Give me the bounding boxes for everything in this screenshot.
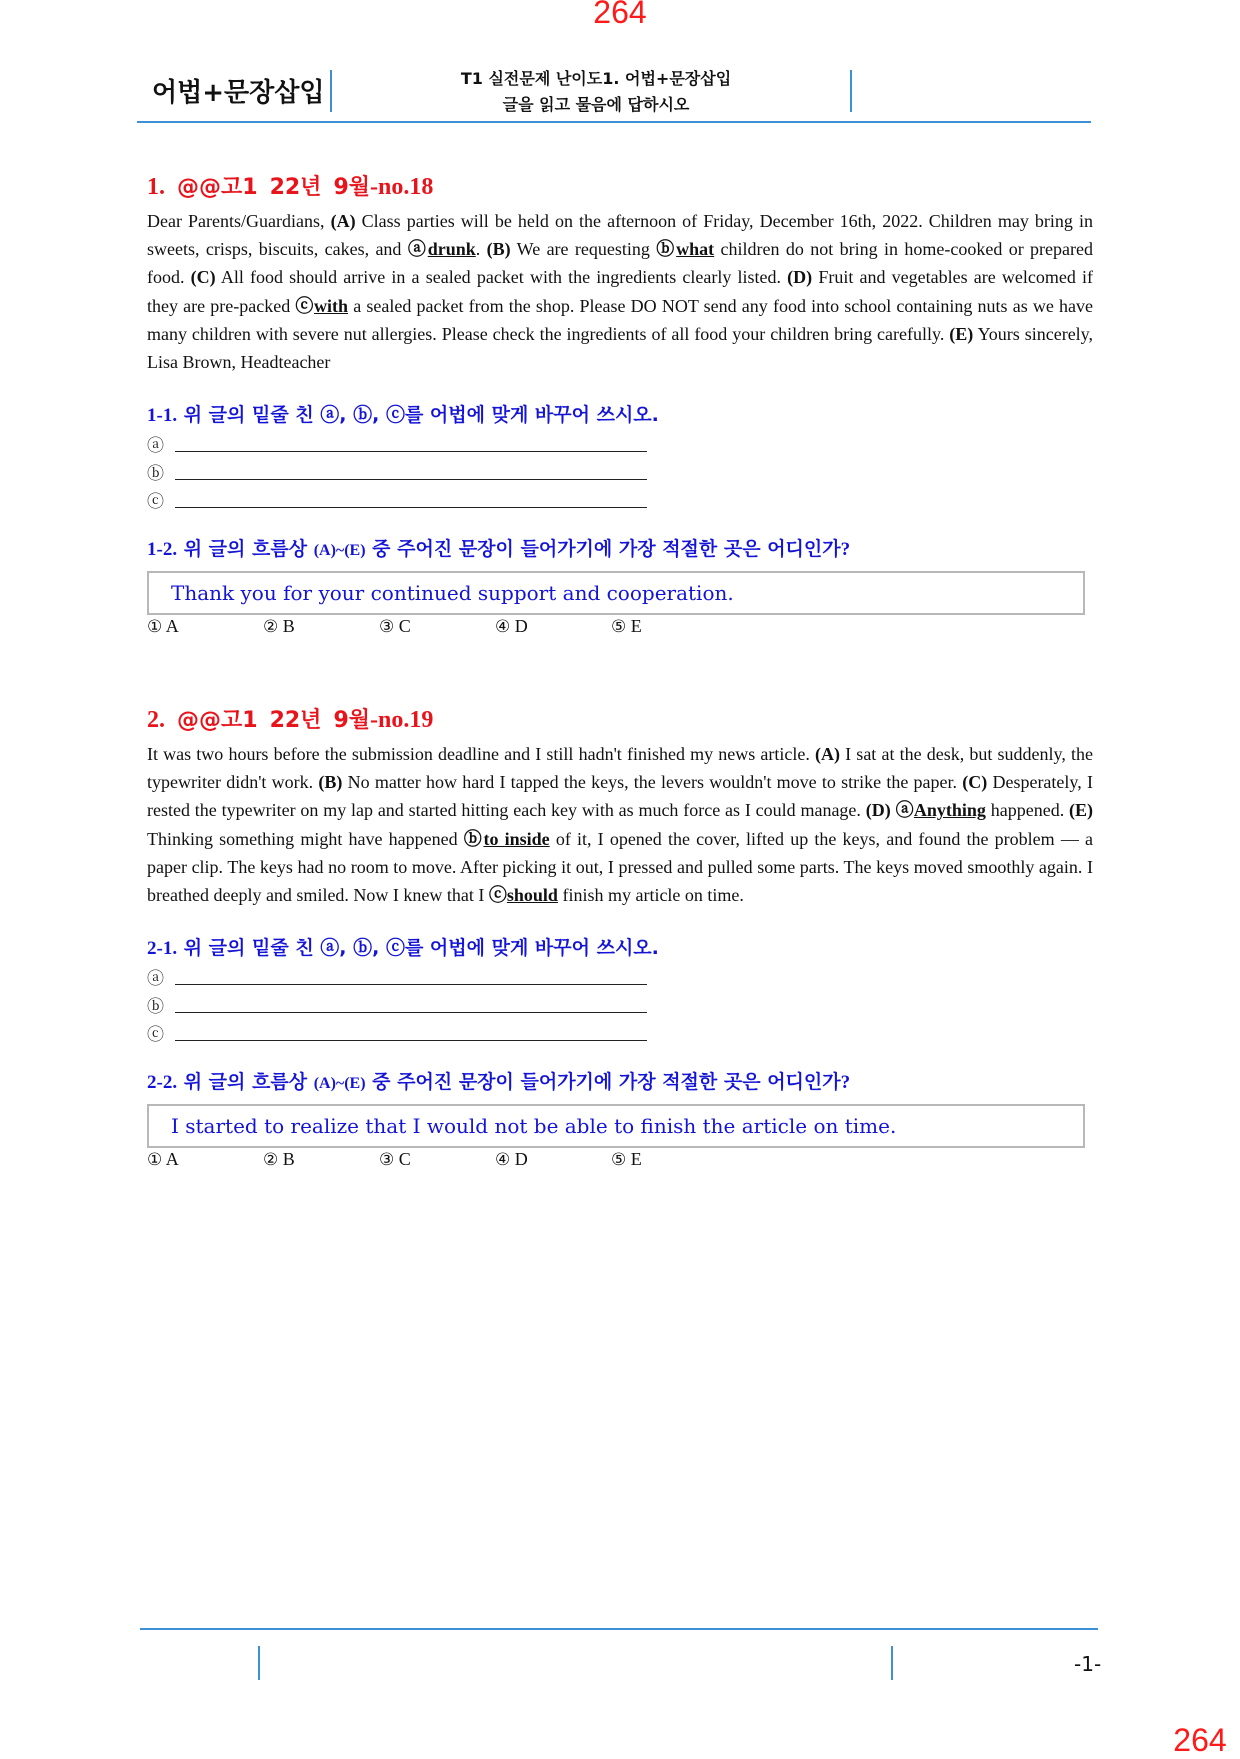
underlined-a: Anything [913,800,986,821]
given-sentence-box: Thank you for your continued support and cooperation. [147,571,1085,615]
answer-choices [147,615,1093,637]
passage: It was two hours before the submission deadline and I still hadn't finished my news article. (A) I sat at the desk, but suddenly, the typewriter didn't work. (B) No matter how hard I tapped the keys, the levers wouldn't move to strike the paper. (C) Desperately, I rested the typewriter on my lap and started hitting each key with as much force as I could manage. (D) ⓐAnything happened. (E) Thinking something might have happened ⓑto inside of it, I opened the cover, lifted up the keys, and found the problem — a paper clip. The keys had no room to move. After picking it out, I pressed and pulled some parts. The keys moved smoothly again. I breathed deeply and smiled. Now I knew that I ⓒshould finish my article on time. [147,744,1094,906]
choice-2[interactable]: ② B [263,616,295,638]
footer-rule [140,1628,1098,1630]
header-line1: T1 실전문제 난이도1. 어법+문장삽입 [460,69,732,88]
choice-4[interactable]: ④ D [495,1149,528,1171]
answer-blank-b[interactable]: ⓑ [147,460,1093,488]
footer-page-number: -1- [1074,1652,1102,1676]
page-number-top: 264 [593,0,647,30]
question-2-2: 2-2. 위 글의 흐름상 (A)~(E) 중 주어진 문장이 들어가기에 가장 적절한 곳은 어디인가? [147,1071,851,1094]
header-divider-left [330,70,332,112]
answer-blank-a[interactable]: ⓐ [147,432,1093,460]
header-rule [137,121,1091,123]
category-title: 어법+문장삽입 [152,78,325,108]
underlined-b: what [676,239,715,260]
choice-3[interactable]: ③ C [379,616,411,638]
answer-blank-b[interactable]: ⓑ [147,993,1093,1021]
footer-divider-left [258,1646,260,1680]
choice-5[interactable]: ⑤ E [611,616,642,638]
choice-1[interactable]: ① A [147,1149,179,1171]
underlined-c: with [314,295,349,316]
answer-choices [147,1148,1093,1170]
choice-3[interactable]: ③ C [379,1149,411,1171]
choice-5[interactable]: ⑤ E [611,1149,642,1171]
given-sentence-box: I started to realize that I would not be able to finish the article on time. [147,1104,1085,1148]
answer-blank-c[interactable]: ⓒ [147,1021,1093,1049]
choice-1[interactable]: ① A [147,616,179,638]
choice-4[interactable]: ④ D [495,616,528,638]
header-line2: 글을 읽고 물음에 답하시오 [502,95,690,114]
header-divider-right [850,70,852,112]
underlined-b: to inside [483,828,550,849]
underlined-c: should [506,885,558,906]
question-2-1: 2-1. 위 글의 밑줄 친 ⓐ, ⓑ, ⓒ를 어법에 맞게 바꾸어 쓰시오. [147,937,659,960]
underlined-a: drunk [427,239,476,260]
question-set-title: 1. @@고1 22년 9월-no.18 [147,174,434,200]
footer-divider-right [891,1646,893,1680]
question-1-1: 1-1. 위 글의 밑줄 친 ⓐ, ⓑ, ⓒ를 어법에 맞게 바꾸어 쓰시오. [147,404,659,427]
header-info [334,66,858,118]
answer-blank-c[interactable]: ⓒ [147,488,1093,516]
question-set-title: 2. @@고1 22년 9월-no.19 [147,707,434,733]
answer-blank-a[interactable]: ⓐ [147,965,1093,993]
question-1-2: 1-2. 위 글의 흐름상 (A)~(E) 중 주어진 문장이 들어가기에 가장 적절한 곳은 어디인가? [147,538,851,561]
question-set-2 [147,700,1093,1170]
choice-2[interactable]: ② B [263,1149,295,1171]
passage: Dear Parents/Guardians, (A) Class parties will be held on the afternoon of Friday, December 16th, 2022. Children may bring in sweets, crisps, biscuits, cakes, and ⓐdrunk. (B) We are requesting ⓑwhat children do not bring in home-cooked or prepared food. (C) All food should arrive in a sealed packet with the ingredients clearly listed. (D) Fruit and vegetables are welcomed if they are pre-packed ⓒwith a sealed packet from the shop. Please DO NOT send any food into school containing nuts as we have many children with severe nut allergies. Please check the ingredients of all food your children bring carefully. (E) Yours sincerely, Lisa Brown, Headteacher [147,211,1094,373]
question-set-1 [147,167,1093,637]
page-number-bottom: 264 [1173,1722,1227,1758]
